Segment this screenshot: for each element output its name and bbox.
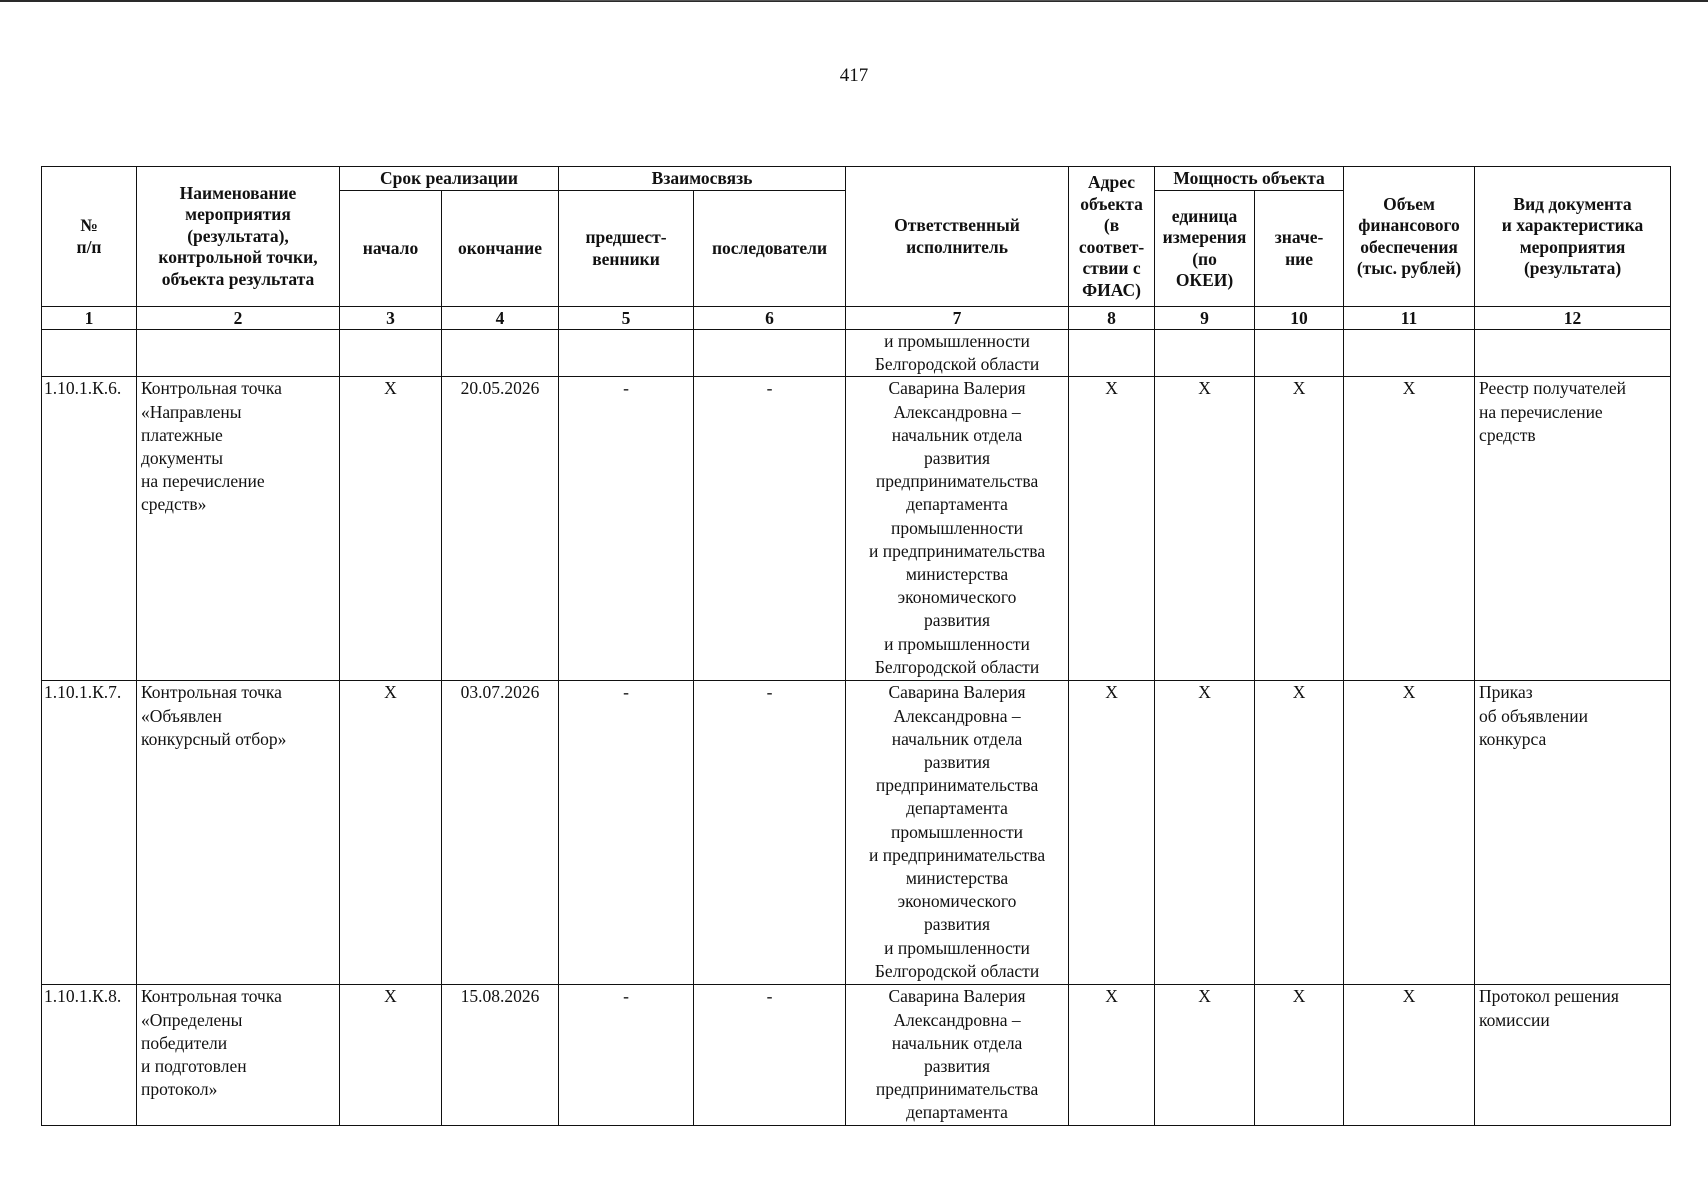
header-value: значе- ние: [1255, 191, 1344, 307]
column-number: 7: [846, 307, 1069, 330]
cell-empty: [137, 330, 340, 377]
header-link-pred: предшест- венники: [559, 191, 694, 307]
column-number: 8: [1069, 307, 1155, 330]
cell-value: X: [1255, 377, 1344, 681]
header-link-group: Взаимосвязь: [559, 167, 846, 191]
column-number: 12: [1475, 307, 1671, 330]
cell-executor: и промышленности Белгородской области: [846, 330, 1069, 377]
cell-address: X: [1069, 985, 1155, 1125]
header-link-succ: последователи: [694, 191, 846, 307]
column-number: 11: [1344, 307, 1475, 330]
continuation-row: [42, 330, 1671, 377]
cell-succ: -: [694, 681, 846, 985]
scan-edge-line-secondary: [560, 0, 1560, 1]
cell-start: X: [340, 985, 442, 1125]
cell-name: Контрольная точка «Направлены платежные документы на перечисление средств»: [137, 377, 340, 681]
cell-executor: Саварина Валерия Александровна – начальник отдела развития предпринимательства департамента промышленности и предпринимательства министерства экономического развития и промышленности Белгородской области: [846, 377, 1069, 681]
cell-empty: [1475, 330, 1671, 377]
cell-succ: -: [694, 377, 846, 681]
cell-empty: [1255, 330, 1344, 377]
cell-num: 1.10.1.К.6.: [42, 377, 137, 681]
table-row: [42, 377, 1671, 681]
table-row: [42, 985, 1671, 1125]
cell-empty: [1155, 330, 1255, 377]
cell-empty: [42, 330, 137, 377]
cell-value: X: [1255, 985, 1344, 1125]
column-number: 5: [559, 307, 694, 330]
column-number: 10: [1255, 307, 1344, 330]
column-number: 3: [340, 307, 442, 330]
cell-empty: [442, 330, 559, 377]
page-number: 417: [839, 65, 869, 86]
column-number: 4: [442, 307, 559, 330]
header-row-top: [42, 167, 1671, 191]
cell-empty: [694, 330, 846, 377]
header-unit: единица измерения (по ОКЕИ): [1155, 191, 1255, 307]
cell-empty: [1069, 330, 1155, 377]
header-finance: Объем финансового обеспечения (тыс. рублей): [1344, 167, 1475, 307]
cell-executor: Саварина Валерия Александровна – начальник отдела развития предпринимательства департамента промышленности и предпринимательства министерства экономического развития и промышленности Белгородской области: [846, 681, 1069, 985]
header-name: Наименование мероприятия (результата), контрольной точки, объекта результата: [137, 167, 340, 307]
cell-pred: -: [559, 985, 694, 1125]
cell-value: X: [1255, 681, 1344, 985]
column-numbers-row: [42, 307, 1671, 330]
cell-address: X: [1069, 681, 1155, 985]
cell-unit: X: [1155, 985, 1255, 1125]
cell-end: 03.07.2026: [442, 681, 559, 985]
header-term-group: Срок реализации: [340, 167, 559, 191]
cell-end: 15.08.2026: [442, 985, 559, 1125]
header-executor: Ответственный исполнитель: [846, 167, 1069, 307]
header-capacity-group: Мощность объекта: [1155, 167, 1344, 191]
cell-name: Контрольная точка «Объявлен конкурсный отбор»: [137, 681, 340, 985]
cell-end: 20.05.2026: [442, 377, 559, 681]
cell-name: Контрольная точка «Определены победители и подготовлен протокол»: [137, 985, 340, 1125]
cell-executor: Саварина Валерия Александровна – начальник отдела развития предпринимательства департамента: [846, 985, 1069, 1125]
column-number: 1: [42, 307, 137, 330]
cell-empty: [1344, 330, 1475, 377]
cell-empty: [559, 330, 694, 377]
table-row: [42, 681, 1671, 985]
cell-finance: X: [1344, 377, 1475, 681]
header-doc: Вид документа и характеристика мероприятия (результата): [1475, 167, 1671, 307]
plan-table: [41, 166, 1671, 1126]
cell-empty: [340, 330, 442, 377]
cell-pred: -: [559, 681, 694, 985]
cell-num: 1.10.1.К.7.: [42, 681, 137, 985]
cell-address: X: [1069, 377, 1155, 681]
cell-doc: Приказ об объявлении конкурса: [1475, 681, 1671, 985]
cell-finance: X: [1344, 681, 1475, 985]
cell-finance: X: [1344, 985, 1475, 1125]
cell-unit: X: [1155, 377, 1255, 681]
cell-start: X: [340, 681, 442, 985]
column-number: 9: [1155, 307, 1255, 330]
cell-pred: -: [559, 377, 694, 681]
cell-num: 1.10.1.К.8.: [42, 985, 137, 1125]
cell-start: X: [340, 377, 442, 681]
header-term-start: начало: [340, 191, 442, 307]
cell-unit: X: [1155, 681, 1255, 985]
column-number: 2: [137, 307, 340, 330]
cell-doc: Реестр получателей на перечисление средств: [1475, 377, 1671, 681]
cell-doc: Протокол решения комиссии: [1475, 985, 1671, 1125]
header-term-end: окончание: [442, 191, 559, 307]
header-address: Адрес объекта (в соответ- ствии с ФИАС): [1069, 167, 1155, 307]
column-number: 6: [694, 307, 846, 330]
header-num: № п/п: [42, 167, 137, 307]
cell-succ: -: [694, 985, 846, 1125]
